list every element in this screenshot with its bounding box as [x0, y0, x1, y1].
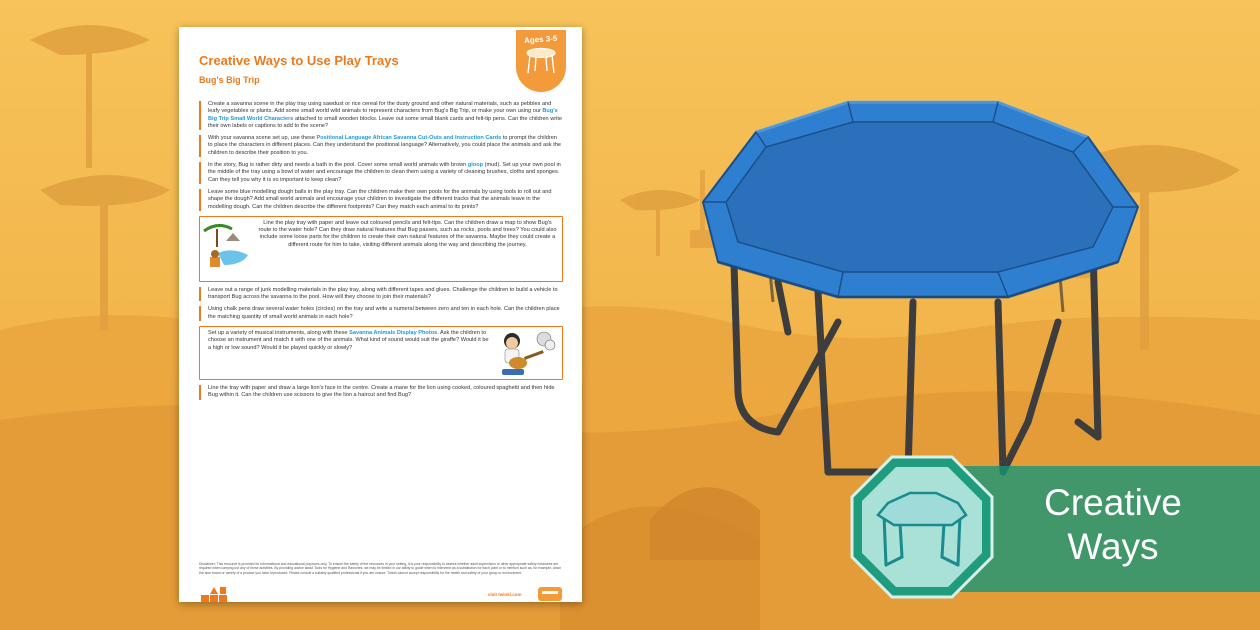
activity-2: With your savanna scene set up, use these Positional Language African Savanna Cut-Outs and Instruction Cards to prompt the children to place the characters in different places. Can they understand the positional language? Alternatively, you could place the animals and ask the children to describe their position to you.: [199, 135, 563, 157]
activity-3: In the story, Bug is rather dirty and needs a bath in the pool. Cover some small world animals with brown gloop (mud). Set up your own pool in the middle of the tray using a bowl of water and encourage the children to clean them using a variety of cleaning brushes, cloths and sponges. Can they tell you why it is so important to keep clean?: [199, 162, 563, 184]
doc-subtitle: Bug's Big Trip: [199, 75, 260, 85]
blocks-logo-icon: [199, 583, 229, 602]
link-positional-language-cards[interactable]: Positional Language African Savanna Cut-Outs and Instruction Cards: [316, 135, 502, 142]
play-tray-illustration: [698, 92, 1143, 487]
link-small-world-characters[interactable]: Bug's Big Trip Small World Characters: [208, 108, 558, 122]
activity-4: Leave some blue modelling dough balls in the play tray. Can the children make their own pools for the animals by using tools to roll out and shape the dough? Add small world animals and encourage your children to investigate the different tracks that the animals leave in the modelling dough. Can the children describe the different footprints? Can they match each animal to its prints?: [199, 189, 563, 211]
age-badge: [516, 30, 566, 92]
activity-8: Set up a variety of musical instruments, along with these Savanna Animals Display Photos. Ask the children to choose an instrument and match it with one of the animals. What kind of sound would suit the giraffe? Would it be a high or low sound? Would it be played quickly or slowly?: [199, 326, 563, 380]
banner-title: [1013, 481, 1213, 569]
twinkl-logo-icon: [537, 585, 563, 602]
activity-5: Line the play tray with paper and leave out coloured pencils and felt-tips. Can the children draw a map to show Bug's route to the water hole? Can they draw natural features that Bug passes, such as rocks, pools and trees? You could also include some loose parts for the children to create their own natural features of the savanna. Maybe they could create a different route for him to take, visiting different animals along the way and describing the journey.: [199, 216, 563, 282]
activity-7: Using chalk pens draw several water holes (circles) on the tray and write a numeral between zero and ten in each hole. Can the children place the matching quantity of small world animals in each hole?: [199, 306, 563, 321]
banner-line-2: Ways: [1067, 526, 1159, 567]
activity-list: [199, 101, 563, 405]
footer-url[interactable]: visit twinkl.com: [488, 592, 522, 597]
map-illustration: [202, 219, 254, 275]
child-guitar-illustration: [492, 329, 558, 379]
activity-1: Create a savanna scene in the play tray using sawdust or rice cereal for the dusty ground and other natural materials, such as pebbles and leafy vegetables or plants. Add some small world wild animals to represent characters from Bug's Big Trip, or make your own using our Bug's Big Trip Small World Characters attached to small wooden blocks. Leave out some small blank cards and felt-tip pens. Can the children write their own labels or captions to add to the scene?: [199, 101, 563, 130]
activity-sheet: [179, 27, 582, 602]
activity-6: Leave out a range of junk modelling materials in the play tray, along with different tapes and glues. Challenge the children to build a vehicle to transport Bug across the savanna to the pool. How will they choose to join their materials?: [199, 287, 563, 302]
play-tray-badge-icon: [848, 453, 996, 601]
activity-9: Line the tray with paper and draw a large lion's face in the centre. Create a mane for the lion using cooked, coloured spaghetti and then hide Bug within it. Can the children use scissors to give the lion a haircut and find Bug?: [199, 385, 563, 400]
link-savanna-animals-photos[interactable]: Savanna Animals Display Photos: [349, 330, 438, 337]
play-tray-icon: [524, 46, 558, 76]
link-gloop[interactable]: gloop: [467, 162, 484, 169]
disclaimer: Disclaimer: This resource is provided for informational and educational purposes only. To ensure the safety of the resources in your setting, it is your responsibility to assess whether adult supervision or other appropriate safety measures are required when carrying out any of these activities. By providing advice about Tools for Hygiene and Ramones, we may be limited in our ability to guide when to intervene as a substitution for each point or to mention such as, for example, down the aloe brand or variety of a product you have reproduced. Please consult a suitably qualified professional if you are unsure. Twinkl cannot accept responsibility for the health and safety of your group or environment.: [199, 562, 561, 575]
banner-line-1: Creative: [1044, 482, 1182, 523]
doc-title: Creative Ways to Use Play Trays: [199, 53, 399, 68]
age-badge-label: Ages 3-5: [524, 33, 558, 46]
